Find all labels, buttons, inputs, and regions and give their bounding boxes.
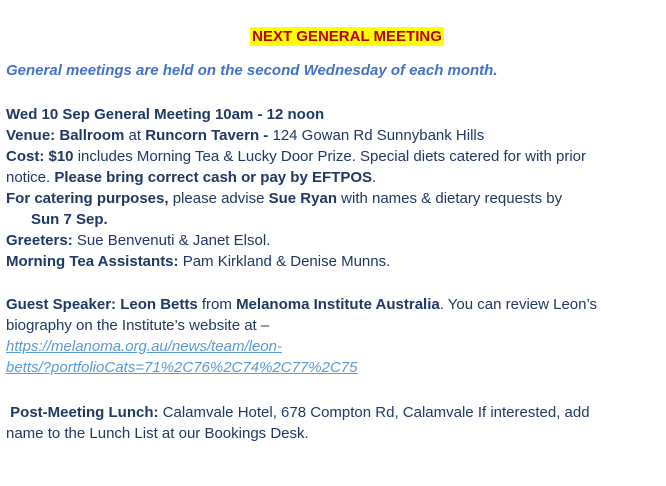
speaker-section [6,294,662,378]
meeting-heading: Wed 10 Sep General Meeting 10am - 12 noon [6,106,325,123]
greeters-text: Sue Benvenuti & Janet Elsol. [72,232,271,249]
title-wrap [0,27,666,46]
greeters-label: Greeters: [6,232,73,249]
lunch-text-1: Calamvale Hotel, 678 Compton Rd, Calamvale If interested, add [158,404,590,421]
greeters-line [6,230,662,251]
catering-label: For catering purposes, [6,190,169,207]
lunch-label: Post-Meeting Lunch: [10,404,159,421]
speaker-line [6,294,662,315]
speaker-text-1: from [197,296,237,313]
speaker-text-2: . You can review Leon’s [439,296,598,313]
speaker-label: Guest Speaker: Leon Betts [6,296,198,313]
catering-text: please advise [168,190,269,207]
intro-text: General meetings are held on the second Wednesday of each month. [6,62,498,79]
meeting-details [6,104,662,272]
cost-text-2: notice. [6,169,55,186]
speaker-org: Melanoma Institute Australia [236,296,440,313]
venue-room: Ballroom [59,127,125,144]
lunch-section [6,402,662,444]
catering-line [6,188,662,209]
catering-date: Sun 7 Sep. [31,211,108,228]
cost-end: . [372,169,377,186]
speaker-text-3: biography on the Institute’s website at – [6,317,270,334]
venue-at: at [124,127,146,144]
lunch-line [6,402,662,423]
catering-text-2: with names & dietary requests by [336,190,563,207]
cost-line [6,146,662,167]
speaker-link-2[interactable]: betts/?portfolioCats=71%2C76%2C74%2C77%2C75 [6,359,358,376]
cost-bold: Please bring correct cash or pay by EFTPOS [54,169,372,186]
catering-name: Sue Ryan [268,190,337,207]
assistants-label: Morning Tea Assistants: [6,253,179,270]
cost-label: Cost: $10 [6,148,74,165]
speaker-link-1[interactable]: https://melanoma.org.au/news/team/leon- [6,338,282,355]
page-title: NEXT GENERAL MEETING [252,28,442,45]
venue-label: Venue: [6,127,56,144]
assistants-text: Pam Kirkland & Denise Munns. [178,253,391,270]
assistants-line [6,251,662,272]
lunch-text-2: name to the Lunch List at our Bookings Desk. [6,425,309,442]
venue-place: Runcorn Tavern - [145,127,269,144]
cost-line-2 [6,167,662,188]
venue-line [6,125,662,146]
cost-text: includes Morning Tea & Lucky Door Prize. Special diets catered for with prior [73,148,586,165]
venue-address: 124 Gowan Rd Sunnybank Hills [268,127,485,144]
